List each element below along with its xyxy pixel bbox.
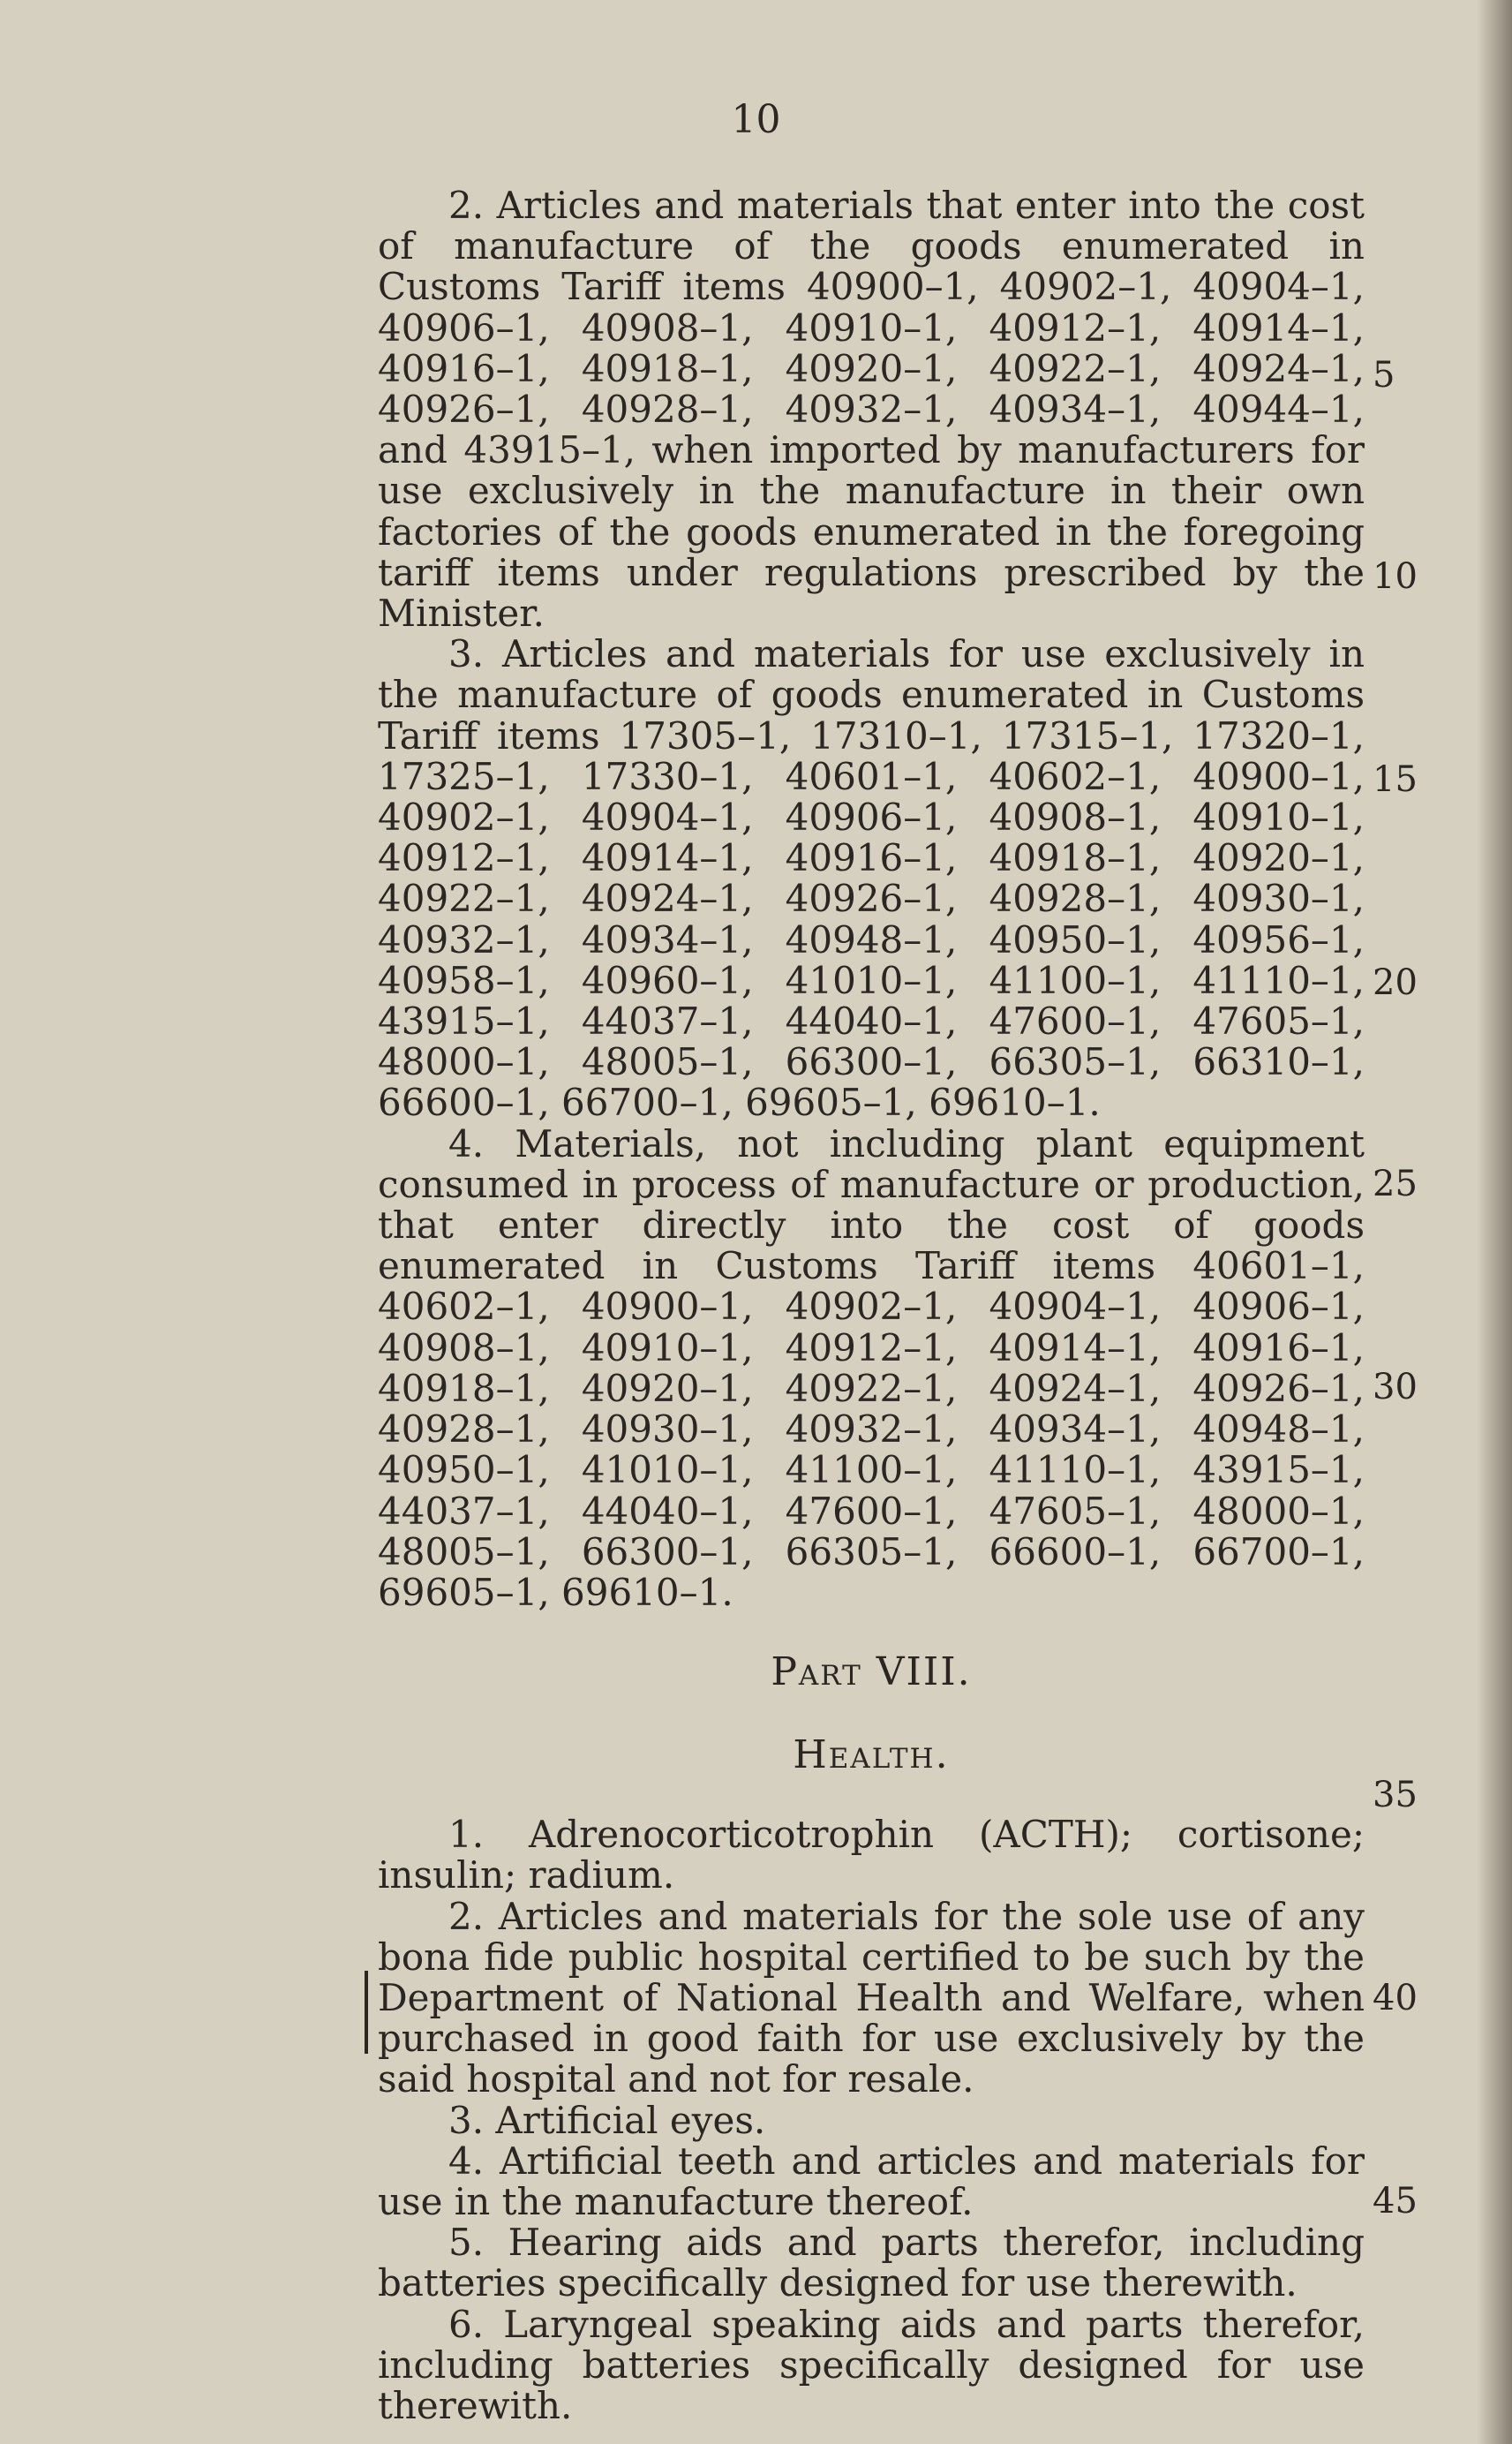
line-number: 25: [1373, 1164, 1418, 1204]
paragraph-health-item-2: 2. Articles and materials for the sole use of any bona fide public hospital certified to be such by the Department of National Health and Welfare, when purchased in good faith for use exclusively by the said hospital and not for resale.: [378, 1894, 1365, 2101]
line-number: 15: [1373, 759, 1418, 800]
paragraph-health-item-1: 1. Adrenocorticotrophin (ACTH); cortisone; insulin; radium.: [378, 1813, 1365, 1897]
paragraph-health-item-3: 3. Artificial eyes.: [448, 2098, 766, 2142]
paragraph-health-item-5: 5. Hearing aids and parts therefor, including batteries specifically designed for use therewith.: [378, 2221, 1365, 2305]
paragraph-part7-item-2: 2. Articles and materials that enter into the cost of manufacture of the goods enumerated in Customs Tariff items 40900–1, 40902–1, 40904–1, 40906–1, 40908–1, 40910–1, 40912–1, 40914–1, 40916–1, 40918–1, 40920–1, 40922–1, 40924–1, 40926–1, 40928–1, 40932–1, 40934–1, 40944–1, and 43915–1, when imported by manufacturers for use exclusively in the manufacture in their own factories of the goods enumerated in the foregoing tariff items under regulations prescribed by the Minister.: [378, 184, 1365, 636]
line-number: 5: [1373, 355, 1395, 396]
line-number: 20: [1373, 962, 1418, 1003]
line-number: 30: [1373, 1367, 1418, 1407]
paragraph-health-item-4: 4. Artificial teeth and articles and materials for use in the manufacture thereof.: [378, 2138, 1365, 2223]
paragraph-health-item-6: 6. Laryngeal speaking aids and parts therefor, including batteries specifically designed for use therewith.: [378, 2302, 1365, 2427]
paragraph-part7-item-4: 4. Materials, not including plant equipment consumed in process of manufacture or production, that enter directly into the cost of goods enumerated in Customs Tariff items 40601–1, 40602–1, 40900–1, 40902–1, 40904–1, 40906–1, 40908–1, 40910–1, 40912–1, 40914–1, 40916–1, 40918–1, 40920–1, 40922–1, 40924–1, 40926–1, 40928–1, 40930–1, 40932–1, 40934–1, 40948–1, 40950–1, 41010–1, 41100–1, 41110–1, 43915–1, 44037–1, 44040–1, 47600–1, 47605–1, 48000–1, 48005–1, 66300–1, 66305–1, 66600–1, 66700–1, 69605–1, 69610–1.: [378, 1121, 1365, 1614]
line-number: 45: [1373, 2181, 1418, 2221]
line-number: 35: [1373, 1775, 1418, 1815]
document-body: [378, 185, 1365, 2426]
page-edge-shadow: [1477, 0, 1512, 2444]
page-number: 10: [731, 97, 781, 142]
line-number: 10: [1373, 556, 1418, 597]
section-heading: Health.: [793, 1732, 950, 1778]
part-heading: Part VIII.: [771, 1649, 972, 1695]
line-number: 40: [1373, 1978, 1418, 2018]
paragraph-part7-item-3: 3. Articles and materials for use exclusively in the manufacture of goods enumerated in Customs Tariff items 17305–1, 17310–1, 17315–1, 17320–1, 17325–1, 17330–1, 40601–1, 40602–1, 40900–1, 40902–1, 40904–1, 40906–1, 40908–1, 40910–1, 40912–1, 40914–1, 40916–1, 40918–1, 40920–1, 40922–1, 40924–1, 40926–1, 40928–1, 40930–1, 40932–1, 40934–1, 40948–1, 40950–1, 40956–1, 40958–1, 40960–1, 41010–1, 41100–1, 41110–1, 43915–1, 44037–1, 44040–1, 47600–1, 47605–1, 48000–1, 48005–1, 66300–1, 66305–1, 66310–1, 66600–1, 66700–1, 69605–1, 69610–1.: [378, 632, 1365, 1125]
line-number-column: [1373, 0, 1452, 2444]
revision-margin-bar: [365, 1971, 368, 2054]
